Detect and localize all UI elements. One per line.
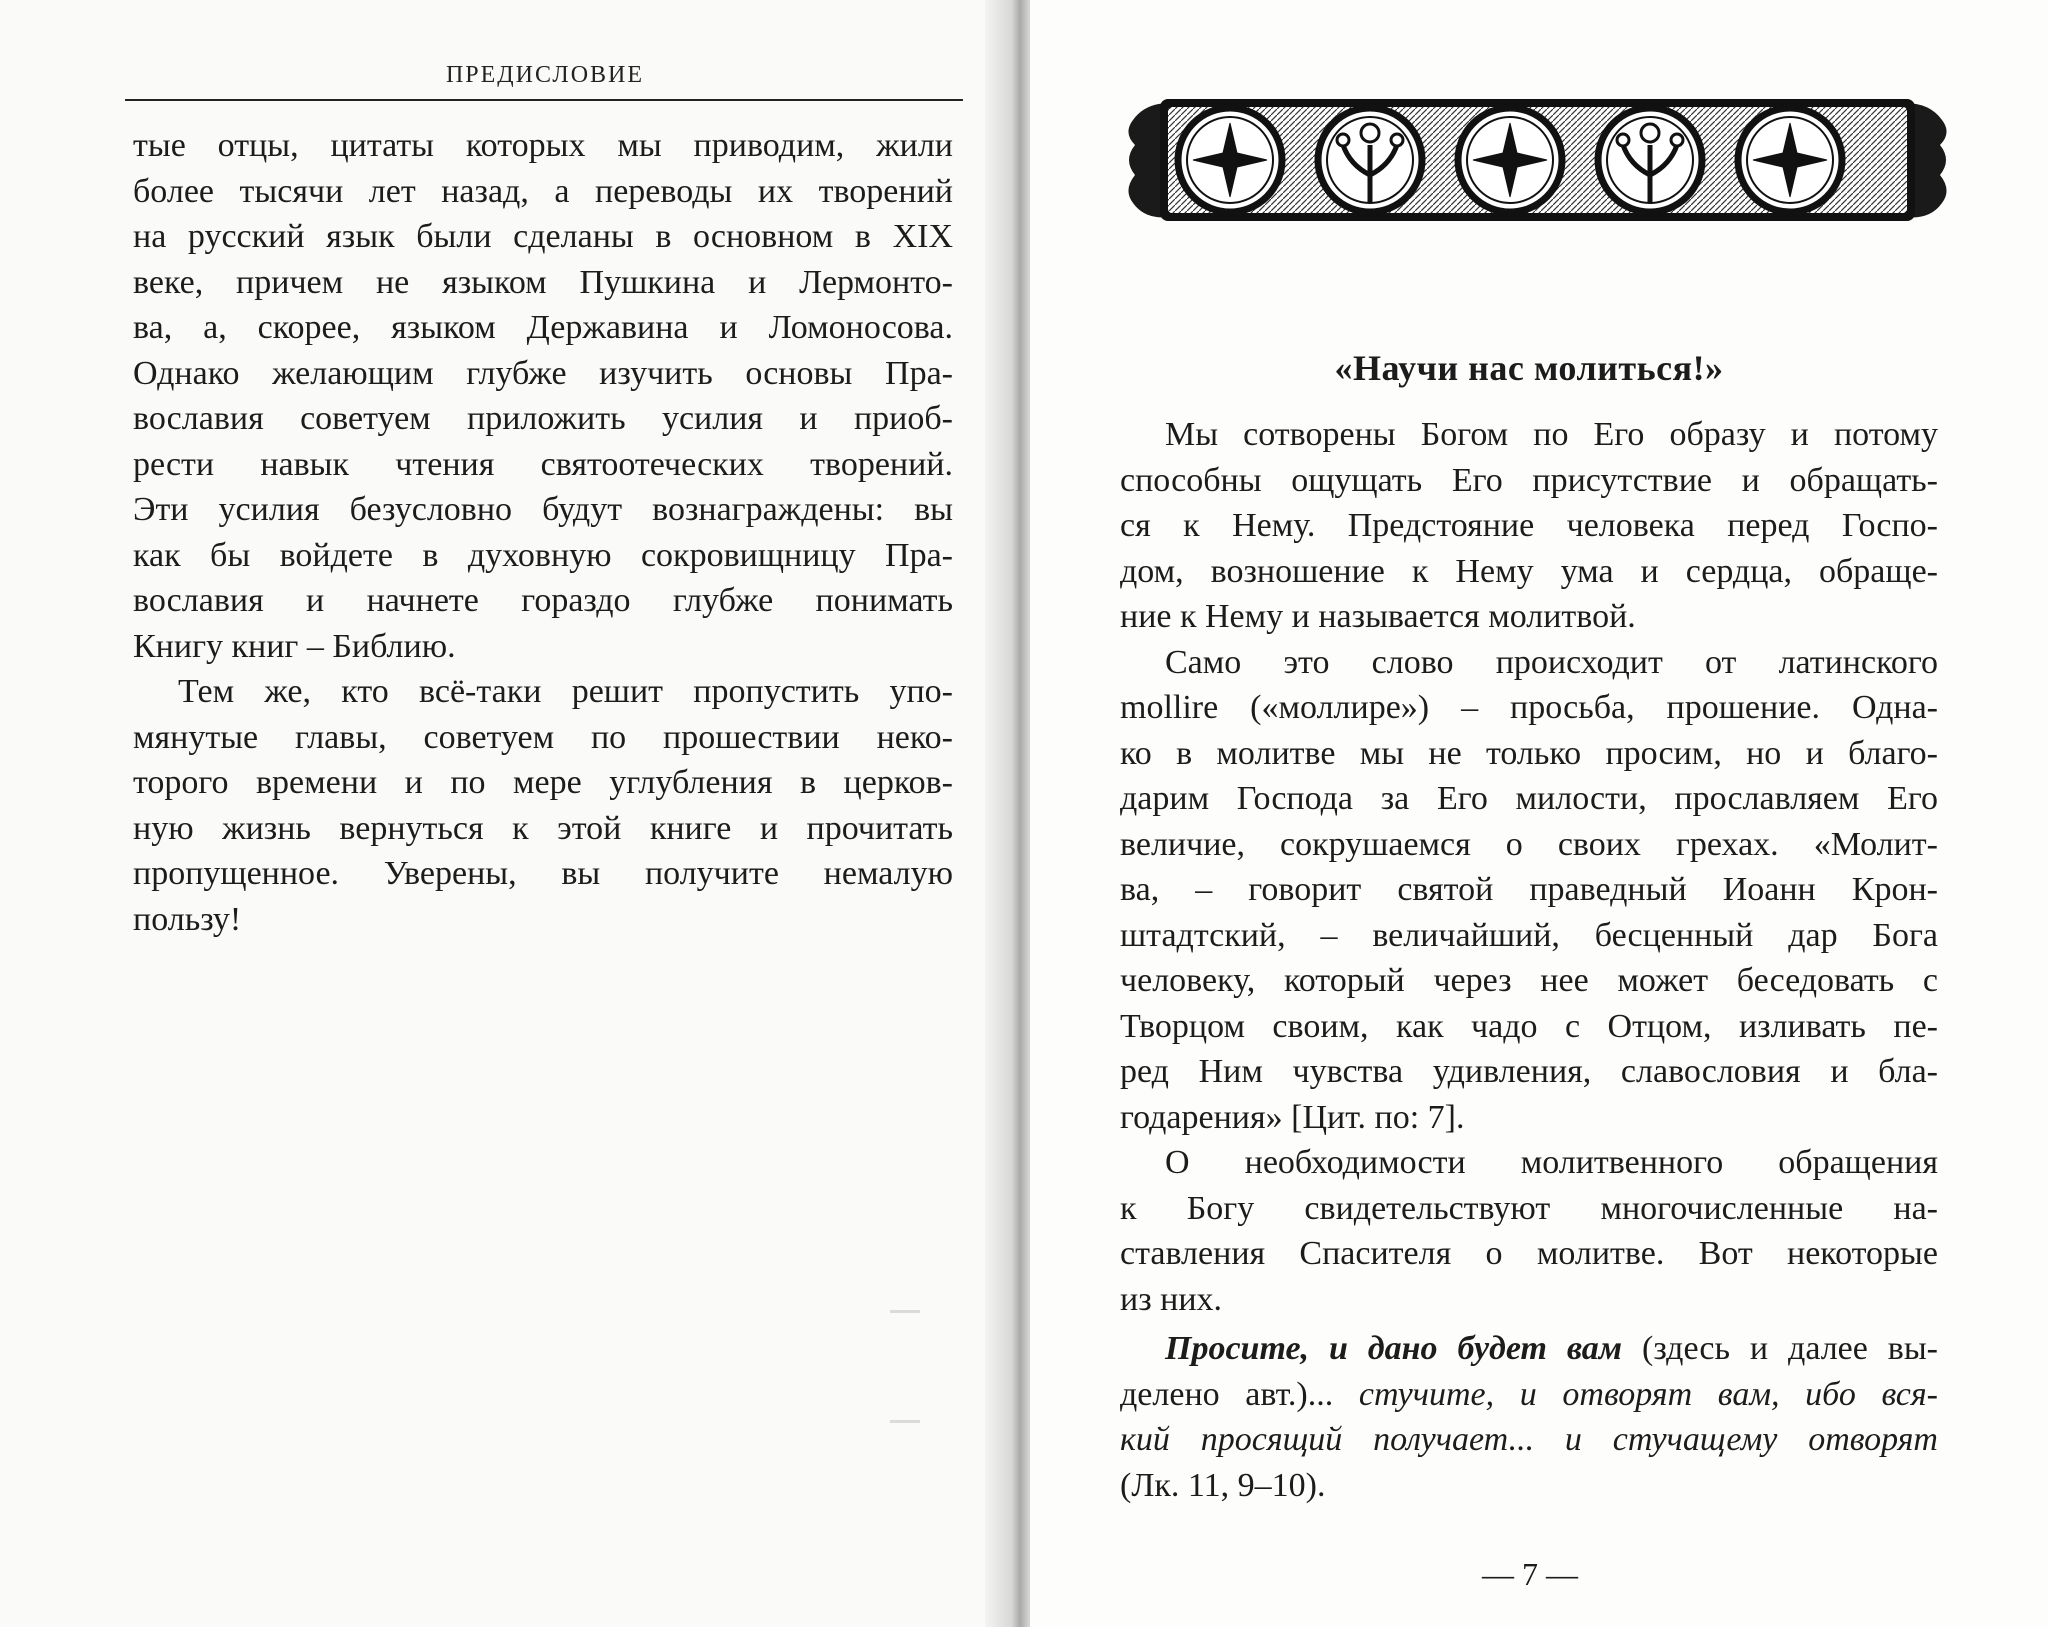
text-line: Книгу книг – Библию. — [133, 627, 456, 665]
text-line: мянутые главы, советуем по прошествии неко- — [133, 718, 953, 756]
header-rule — [125, 99, 963, 101]
text-line: ко в молитве мы не только просим, но и благо- — [1120, 734, 1938, 772]
text-line: величие, сокрушаемся о своих грехах. «Молит- — [1120, 825, 1938, 863]
text-line: вославия и начнете гораздо глубже понимать — [133, 582, 953, 619]
cross-medallion — [1738, 108, 1842, 212]
cross-medallion — [1458, 108, 1562, 212]
text-line: из них. — [1120, 1280, 1223, 1318]
ornamental-header-band — [1115, 85, 1960, 235]
running-head: ПРЕДИСЛОВИЕ — [445, 62, 645, 88]
text-line: Творцом своим, как чадо с Отцом, изливать пе- — [1120, 1007, 1938, 1045]
left-page — [0, 0, 1010, 1627]
text-line: как бы войдете в духовную сокровищницу Пра- — [133, 536, 953, 574]
text-line: пользу! — [133, 900, 242, 938]
text-line: ва, а, скорее, языком Державина и Ломоносова. — [133, 309, 953, 346]
text-line: mollire («моллире») – просьба, прошение. Одна- — [1120, 689, 1938, 726]
right-page-body — [1120, 412, 1938, 1508]
text-line: рести навык чтения святоотеческих творений. — [133, 445, 953, 483]
quote-line — [1120, 1326, 1938, 1372]
text-line: торого времени и по мере углубления в церков- — [133, 764, 953, 801]
left-page-body — [133, 123, 953, 942]
show-through-mark — [890, 1310, 920, 1313]
cross-medallion — [1178, 108, 1282, 212]
text-line: Эти усилия безусловно будут вознаграждены: вы — [133, 491, 953, 528]
text-line: пропущенное. Уверены, вы получите немалую — [133, 855, 953, 892]
text-line: тые отцы, цитаты которых мы приводим, жили — [133, 127, 953, 164]
chapter-title: «Научи нас молиться!» — [1334, 348, 1724, 388]
text-line: штадтский, – величайший, бесценный дар Бога — [1120, 916, 1938, 954]
quote-text: (здесь и далее вы- — [1622, 1330, 1938, 1367]
text-line: ред Ним чувства удивления, славословия и бла- — [1120, 1053, 1938, 1090]
tree-medallion — [1318, 108, 1422, 212]
show-through-mark — [890, 1420, 920, 1423]
quote-line: кий просящий получает... и стучащему отворят — [1120, 1421, 1938, 1458]
text-line: ставления Спасителя о молитве. Вот некоторые — [1120, 1235, 1938, 1272]
page-number: — 7 — — [1482, 1556, 1578, 1592]
text-line: ную жизнь вернуться к этой книге и прочитать — [133, 809, 953, 847]
text-line: О необходимости молитвенного обращения — [1165, 1144, 1938, 1181]
text-line: на русский язык были сделаны в основном в XIX — [133, 218, 953, 255]
text-line: человеку, который через нее может беседовать с — [1120, 962, 1938, 999]
text-line: дом, возношение к Нему ума и сердца, обраще- — [1120, 552, 1938, 590]
text-line: ся к Нему. Предстояние человека перед Госпо- — [1120, 507, 1938, 544]
text-line: к Богу свидетельствуют многочисленные на- — [1120, 1189, 1938, 1227]
text-line: веке, причем не языком Пушкина и Лермонто- — [133, 263, 953, 301]
quote-italic: стучите, и отворят вам, ибо вся- — [1358, 1375, 1938, 1413]
right-page — [1030, 0, 2048, 1627]
text-line: Мы сотворены Богом по Его образу и потому — [1165, 416, 1938, 453]
text-line: дарим Господа за Его милости, прославляем Его — [1120, 780, 1938, 817]
text-line: более тысячи лет назад, а переводы их творений — [133, 172, 953, 210]
quote-line — [1120, 1372, 1938, 1418]
quote-reference: (Лк. 11, 9–10). — [1120, 1466, 1326, 1504]
quote-text: делено авт.)... — [1120, 1375, 1359, 1413]
text-line: Само это слово происходит от латинского — [1165, 643, 1938, 681]
text-line: ва, – говорит святой праведный Иоанн Крон- — [1120, 871, 1938, 908]
text-line: способны ощущать Его присутствие и обращать- — [1120, 461, 1938, 499]
quote-emphasis: Просите, и дано будет вам — [1165, 1330, 1623, 1367]
text-line: вославия советуем приложить усилия и приоб- — [133, 400, 953, 437]
text-line: Однако желающим глубже изучить основы Пра- — [133, 354, 953, 392]
text-line: годарения» [Цит. по: 7]. — [1120, 1098, 1465, 1136]
tree-medallion — [1598, 108, 1702, 212]
text-line: Тем же, кто всё-таки решит пропустить упо- — [178, 673, 953, 710]
text-line: ние к Нему и называется молитвой. — [1120, 598, 1636, 635]
